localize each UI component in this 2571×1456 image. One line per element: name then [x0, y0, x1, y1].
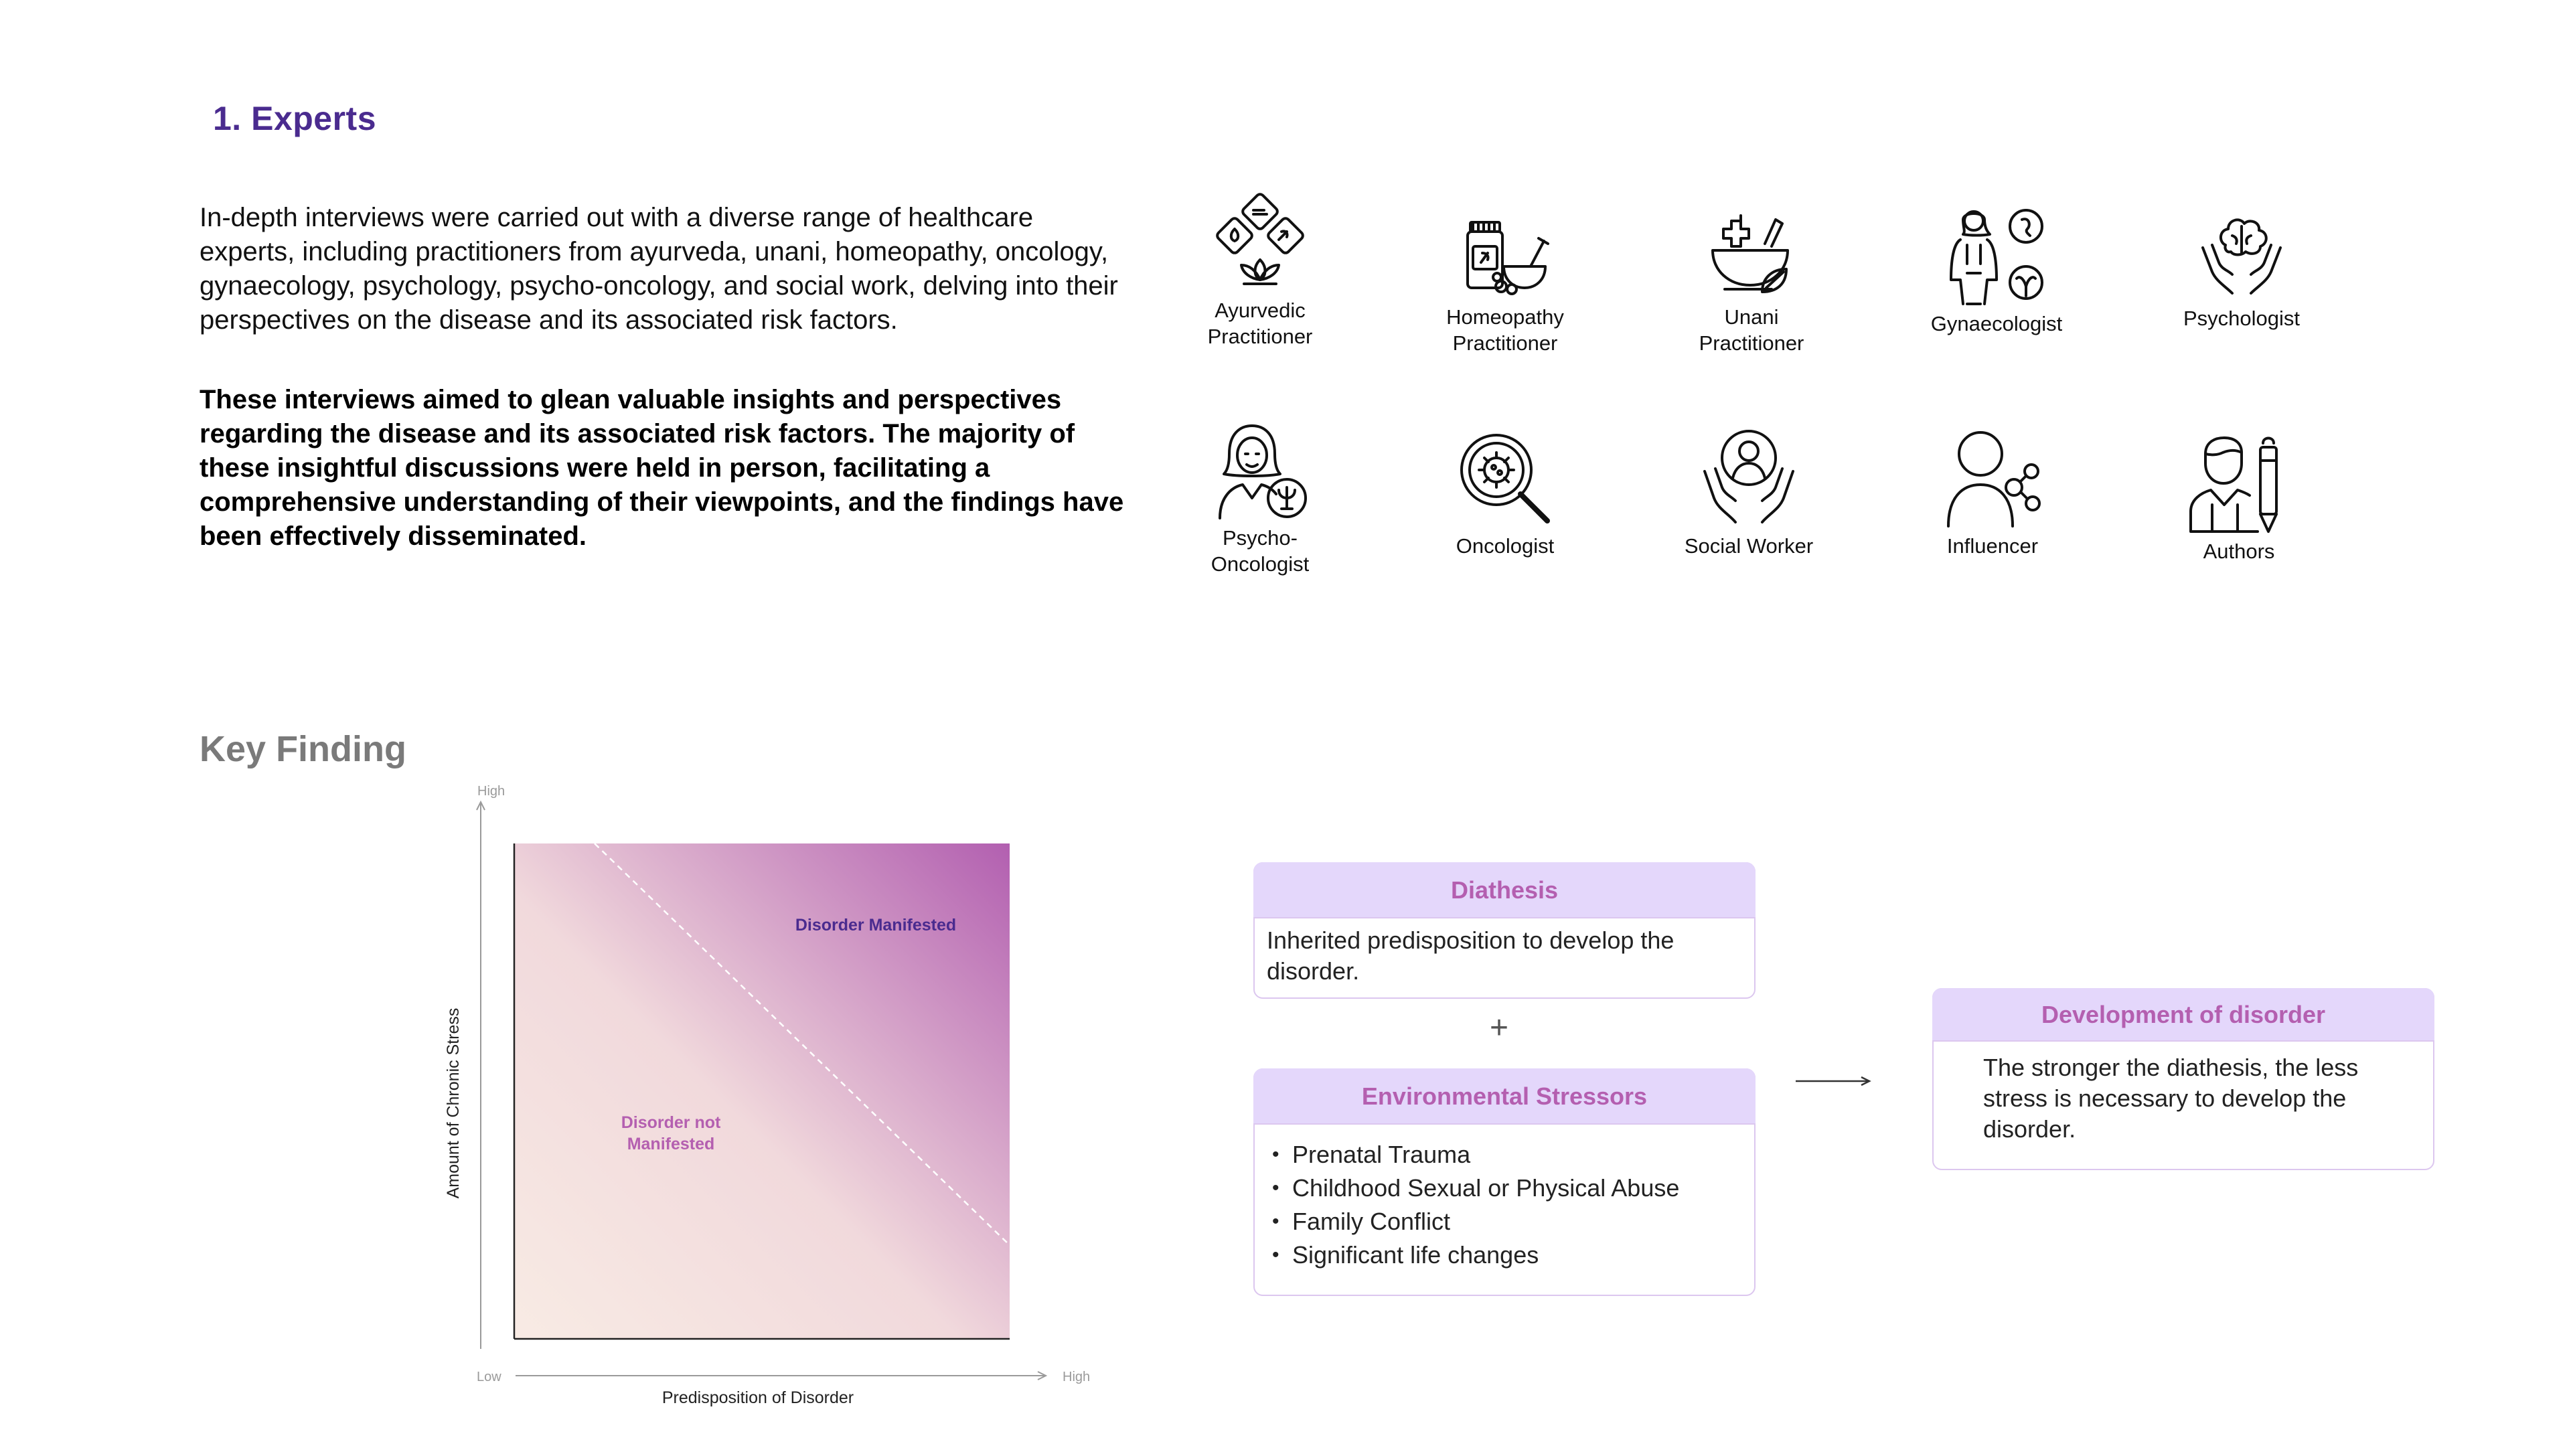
region-label-manifested: Disorder Manifested: [795, 916, 957, 935]
x-axis-label: Predisposition of Disorder: [661, 1388, 854, 1407]
expert-label: Psychologist: [2183, 307, 2301, 330]
ayurveda-icon: [1206, 193, 1314, 293]
stressors-card: [1253, 1068, 1756, 1296]
gynaecologist-icon: [1943, 206, 2050, 307]
development-card: [1932, 988, 2434, 1170]
psychologist-icon: [2195, 208, 2288, 301]
y-tick-high: High: [477, 784, 505, 799]
expert-psycho-oncologist: [1160, 420, 1360, 577]
x-tick-low: Low: [477, 1370, 501, 1384]
card-divider: [1932, 1040, 2434, 1042]
expert-label: Unani Practitioner: [1699, 305, 1804, 355]
expert-gynaecologist: [1896, 206, 2097, 337]
arrow-right-icon: [1794, 1071, 1875, 1091]
card-divider: [1253, 1123, 1756, 1125]
y-axis-label: Amount of Chronic Stress: [444, 1007, 463, 1199]
list-item: • Family Conflict: [1267, 1205, 1735, 1238]
diathesis-card: [1253, 862, 1756, 999]
oncologist-icon: [1455, 428, 1555, 529]
expert-unani: [1651, 213, 1852, 356]
expert-homeopathy: [1405, 213, 1606, 356]
homeopathy-icon: [1458, 213, 1552, 300]
authors-icon: [2185, 434, 2292, 534]
list-item: • Prenatal Trauma: [1267, 1138, 1735, 1171]
plus-symbol: +: [1490, 1010, 1509, 1046]
key-finding-title: Key Finding: [200, 729, 406, 769]
intro-bold-paragraph: These interviews aimed to glean valuable insights and perspectives regarding the disease and its associated risk factors. The majority of these insightful discussions were held in person, facilitating a comprehensive understanding of their viewpoints, and the findings have been effectively disseminated.: [200, 385, 1124, 551]
expert-influencer: [1892, 428, 2093, 559]
social-worker-icon: [1695, 428, 1802, 529]
expert-psychologist: [2141, 208, 2342, 331]
list-item: • Childhood Sexual or Physical Abuse: [1267, 1171, 1735, 1205]
psycho-oncologist-icon: [1206, 420, 1314, 521]
stressors-title: Environmental Stressors: [1253, 1068, 1756, 1125]
expert-label: Ayurvedic Practitioner: [1207, 299, 1313, 348]
expert-ayurvedic: [1160, 193, 1360, 349]
expert-label: Influencer: [1946, 534, 2039, 558]
section-title: 1. Experts: [213, 100, 377, 137]
card-divider: [1253, 917, 1756, 918]
development-body: The stronger the diathesis, the less stress is necessary to develop the disorder.: [1983, 1054, 2359, 1143]
unani-icon: [1705, 213, 1798, 300]
diathesis-stress-chart: [428, 777, 1125, 1419]
expert-label: Authors: [2203, 540, 2275, 563]
x-tick-high: High: [1063, 1370, 1091, 1384]
intro-paragraph: In-depth interviews were carried out with a diverse range of healthcare experts, including practitioners from ayurveda, unani, homeopathy, oncology, gynaecology, psychology, psycho-oncology, and social work, delving into their perspectives on the disease and its associated risk factors.: [200, 203, 1118, 335]
list-item: • Significant life changes: [1267, 1238, 1735, 1272]
region-label-line: Disorder not: [621, 1113, 721, 1132]
influencer-icon: [1939, 428, 2046, 529]
expert-label: Homeopathy Practitioner: [1446, 305, 1564, 355]
diathesis-title: Diathesis: [1253, 862, 1756, 918]
stressors-list: [1267, 1138, 1735, 1272]
expert-label: Oncologist: [1456, 534, 1555, 558]
expert-label: Social Worker: [1684, 534, 1814, 558]
expert-social-worker: [1648, 428, 1849, 559]
expert-oncologist: [1405, 428, 1606, 559]
expert-label: Psycho- Oncologist: [1211, 526, 1310, 576]
development-title: Development of disorder: [1932, 988, 2434, 1042]
expert-authors: [2138, 434, 2339, 564]
expert-label: Gynaecologist: [1930, 312, 2063, 335]
region-label-line: Manifested: [627, 1135, 715, 1153]
diathesis-body: Inherited predisposition to develop the disorder.: [1267, 926, 1674, 985]
stressors-body: [1267, 1138, 1735, 1272]
